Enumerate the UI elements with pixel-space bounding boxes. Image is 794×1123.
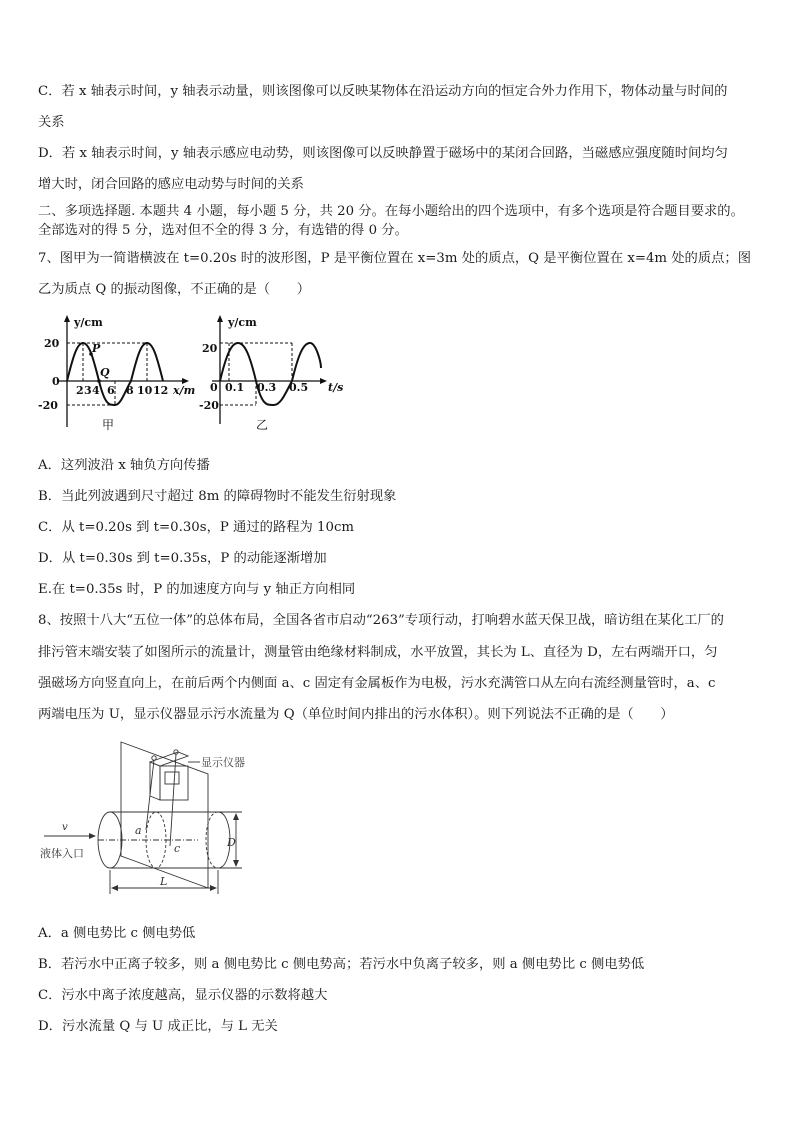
q7-option-c: C．从 t=0.20s 到 t=0.30s，P 通过的路程为 10cm xyxy=(38,520,355,535)
q8-option-a: A．a 侧电势比 c 侧电势低 xyxy=(38,926,196,941)
q8-stem-line4: 两端电压为 U，显示仪器显示污水流量为 Q（单位时间内排出的污水体积）。则下列说法不正确的是（ ） xyxy=(38,707,674,722)
dim-d-arrow-up xyxy=(233,813,239,820)
yi-xlabel: t/s xyxy=(328,381,344,394)
dim-d-label: D xyxy=(227,836,236,849)
q7-figure-yi xyxy=(196,312,356,436)
q6-option-d-line2: 增大时，闭合回路的感应电动势与时间的关系 xyxy=(38,177,304,192)
dim-l-arrow-left xyxy=(111,885,118,891)
q7-option-b: B．当此列波遇到尺寸超过 8m 的障碍物时不能发生衍射现象 xyxy=(38,489,397,504)
jia-tick-2: 2 xyxy=(76,384,84,397)
section2-heading-line2: 全部选对的得 5 分，选对但不全的得 3 分，有选错的得 0 分。 xyxy=(38,223,408,238)
yi-waveform xyxy=(220,343,321,405)
jia-origin: 0 xyxy=(52,375,60,388)
q7-figure-jia xyxy=(36,312,206,436)
yi-x-arrow xyxy=(320,378,327,384)
jia-y-neg: -20 xyxy=(38,399,58,412)
display-instrument-label: 显示仪器 xyxy=(201,756,245,769)
q6-option-c-line2: 关系 xyxy=(38,115,65,130)
yi-ylabel: y/cm xyxy=(228,316,257,329)
q7-stem-line2: 乙为质点 Q 的振动图像，不正确的是（ ） xyxy=(38,282,310,297)
q8-option-d: D．污水流量 Q 与 U 成正比，与 L 无关 xyxy=(38,1019,278,1034)
velocity-label: v xyxy=(62,822,68,833)
jia-y-pos: 20 xyxy=(44,337,60,350)
q8-stem-line3: 强磁场方向竖直向上，在前后两个内侧面 a、c 固定有金属板作为电极，污水充满管口从左向右流经测量管时，a、c xyxy=(38,676,716,691)
inlet-label: 液体入口 xyxy=(40,847,84,860)
yi-caption: 乙 xyxy=(256,418,269,432)
yi-tick-0-5: 0.5 xyxy=(289,381,309,394)
q7-stem-line1: 7、图甲为一简谐横波在 t=0.20s 时的波形图，P 是平衡位置在 x=3m 处的质点，Q 是平衡位置在 x=4m 处的质点；图 xyxy=(38,251,752,266)
q8-option-b: B．若污水中正离子较多，则 a 侧电势比 c 侧电势高；若污水中负离子较多，则 a 侧电势比 c 侧电势低 xyxy=(38,957,645,972)
q6-option-d-line1: D．若 x 轴表示时间，y 轴表示感应电动势，则该图像可以反映静置于磁场中的某闭合回路，当磁感应强度随时间均匀 xyxy=(38,146,728,161)
section2-heading-line1: 二、多项选择题. 本题共 4 小题，每小题 5 分，共 20 分。在每小题给出的四个选项中，有多个选项是符合题目要求的。 xyxy=(38,204,744,219)
velocity-arrowhead xyxy=(89,833,96,839)
q6-option-c-line1: C．若 x 轴表示时间，y 轴表示动量，则该图像可以反映某物体在沿运动方向的恒定合外力作用下，物体动量与时间的 xyxy=(38,84,728,99)
jia-label-p: P xyxy=(92,342,101,355)
q8-stem-line1: 8、按照十八大“五位一体”的总体布局，全国各省市启动“263”专项行动，打响碧水蓝天保卫战，暗访组在某化工厂的 xyxy=(38,613,724,628)
electrode-plate xyxy=(121,742,208,888)
electrode-c-label: c xyxy=(174,842,181,855)
yi-y-neg: -20 xyxy=(199,399,219,412)
dim-d-arrow-down xyxy=(233,860,239,867)
display-screen xyxy=(165,772,179,784)
jia-point-q xyxy=(97,379,101,383)
q7-option-d: D．从 t=0.30s 到 t=0.35s，P 的动能逐渐增加 xyxy=(38,551,327,566)
dim-l-arrow-right xyxy=(210,885,217,891)
jia-ylabel: y/cm xyxy=(74,316,103,329)
terminal-left xyxy=(152,756,156,760)
yi-y-pos: 20 xyxy=(202,342,218,355)
jia-tick-4: 4 xyxy=(92,384,100,397)
electrode-a-label: a xyxy=(135,824,142,837)
jia-tick-8: 8 xyxy=(126,384,134,397)
q7-option-a: A．这列波沿 x 轴负方向传播 xyxy=(38,458,210,473)
jia-caption: 甲 xyxy=(102,418,115,432)
q8-option-c: C．污水中离子浓度越高，显示仪器的示数将越大 xyxy=(38,988,328,1003)
jia-tick-10: 10 xyxy=(137,384,153,397)
yi-tick-0-1: 0.1 xyxy=(225,381,245,394)
q7-option-e: E.在 t=0.35s 时，P 的加速度方向与 y 轴正方向相同 xyxy=(38,582,356,597)
jia-xlabel: x/m xyxy=(173,384,196,397)
q8-stem-line2: 排污管末端安装了如图所示的流量计，测量管由绝缘材料制成，水平放置，其长为 L、直径为 D，左右两端开口，匀 xyxy=(38,645,718,660)
jia-label-q: Q xyxy=(100,366,110,379)
jia-y-arrow xyxy=(64,315,70,322)
jia-tick-3: 3 xyxy=(84,384,92,397)
yi-origin: 0 xyxy=(210,381,218,394)
yi-y-arrow xyxy=(217,315,223,322)
yi-tick-0-3: 0.3 xyxy=(257,381,277,394)
jia-tick-12: 12 xyxy=(153,384,169,397)
q8-flowmeter-figure xyxy=(38,738,258,908)
jia-tick-6: 6 xyxy=(107,384,115,397)
dim-l-label: L xyxy=(160,875,168,888)
